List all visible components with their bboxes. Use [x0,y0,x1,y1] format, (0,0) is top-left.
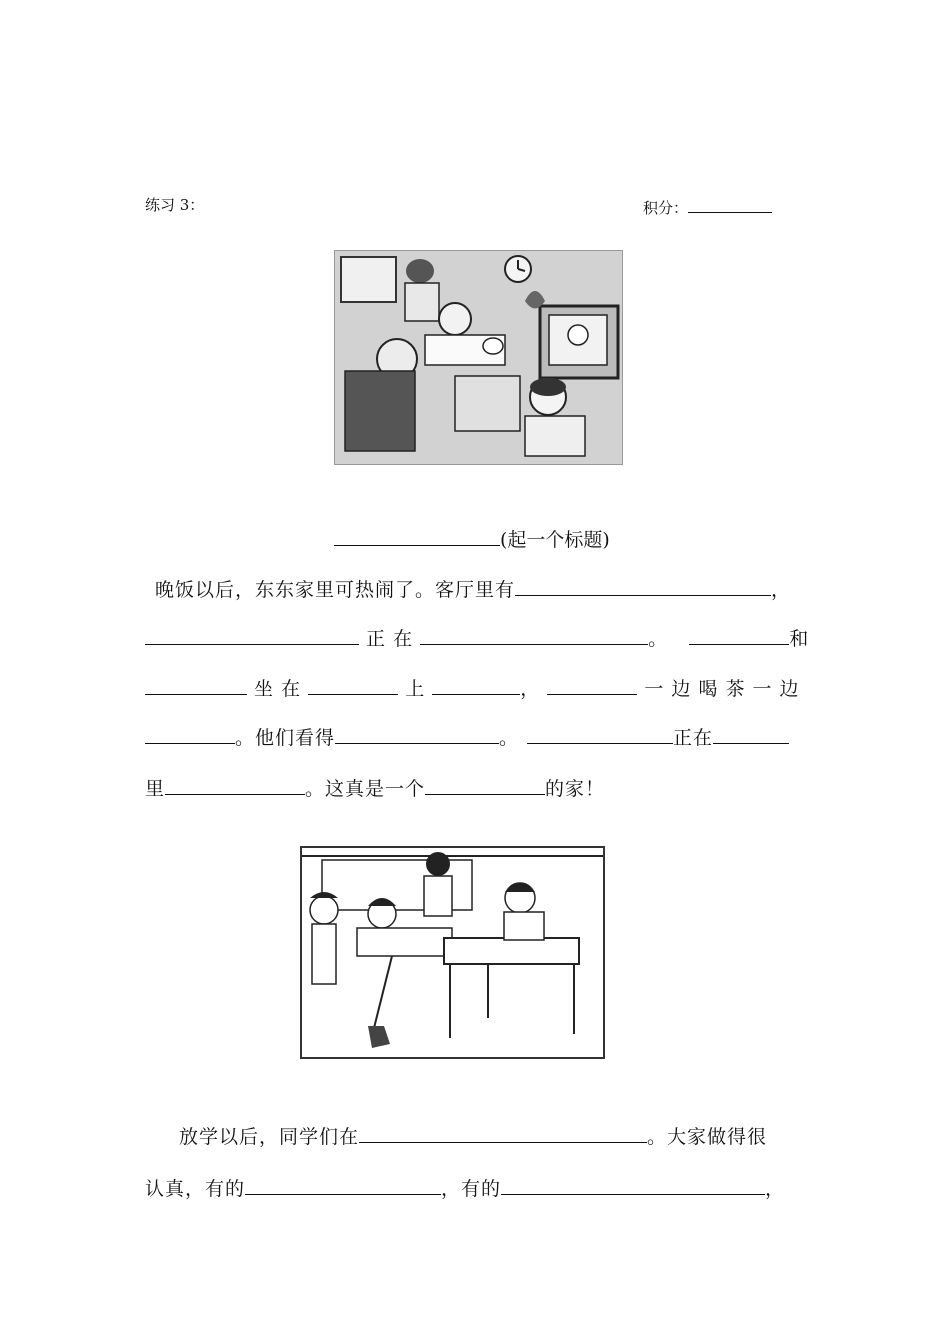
paragraph2-line1 [145,1122,807,1152]
p4b-text: 。 [499,727,520,749]
score-blank[interactable] [688,194,772,213]
blank-5[interactable] [145,676,247,695]
blank-2[interactable] [145,626,359,645]
p3b-text: 上 [405,678,426,700]
p5a-text: 里 [145,778,166,800]
blank-9[interactable] [145,725,235,744]
blank-3[interactable] [420,626,648,645]
s2-p2c-text: ， [765,1178,786,1200]
p3a-text: 坐 在 [254,678,302,700]
classroom-illustration [300,846,605,1059]
s2-p2a-text: 认真，有的 [145,1178,246,1200]
blank-14[interactable] [425,776,545,795]
title-blank[interactable] [334,527,500,546]
blank-13[interactable] [165,776,305,795]
p5c-text: 的家！ [545,778,606,800]
blank-1[interactable] [515,577,771,596]
paragraph1-line2 [145,624,810,654]
living-room-illustration [334,250,623,465]
s2-p2b-text: ，有的 [441,1178,502,1200]
paragraph1-line3 [145,674,807,704]
exercise-label: 练习 3： [145,196,205,214]
s2-p1a-text: 放学以后，同学们在 [179,1126,360,1148]
title-hint: (起一个标题) [500,529,610,551]
blank-12[interactable] [713,725,789,744]
score-row [643,194,772,218]
s2-p1b-text: 。大家做得很 [647,1126,768,1148]
p2b-text: 。 [648,628,669,650]
p4a-text: 。他们看得 [235,727,336,749]
p2c-text: 和 [789,628,810,650]
p3c-text: ， [520,678,541,700]
p3d-text: 一 边 喝 茶 一 边 [644,678,800,700]
blank-16[interactable] [245,1176,441,1195]
blank-6[interactable] [308,676,398,695]
p2a-text: 正 在 [366,628,414,650]
title-row [334,525,610,552]
paragraph1-line5 [145,774,807,804]
blank-8[interactable] [547,676,637,695]
blank-4[interactable] [689,626,789,645]
blank-11[interactable] [527,725,673,744]
paragraph1-line4 [145,723,807,753]
blank-17[interactable] [501,1176,765,1195]
blank-15[interactable] [359,1124,647,1143]
paragraph1-line1: 晚饭以后，东东家里可热闹了。客厅里有 ， [155,579,792,601]
blank-10[interactable] [335,725,499,744]
p1-text: 晚饭以后，东东家里可热闹了。客厅里有 [155,579,516,601]
p4c-text: 正在 [673,727,714,749]
p5b-text: 。这真是一个 [305,778,426,800]
score-label: 积分： [643,199,689,217]
paragraph2-line2 [145,1174,807,1204]
blank-7[interactable] [432,676,520,695]
